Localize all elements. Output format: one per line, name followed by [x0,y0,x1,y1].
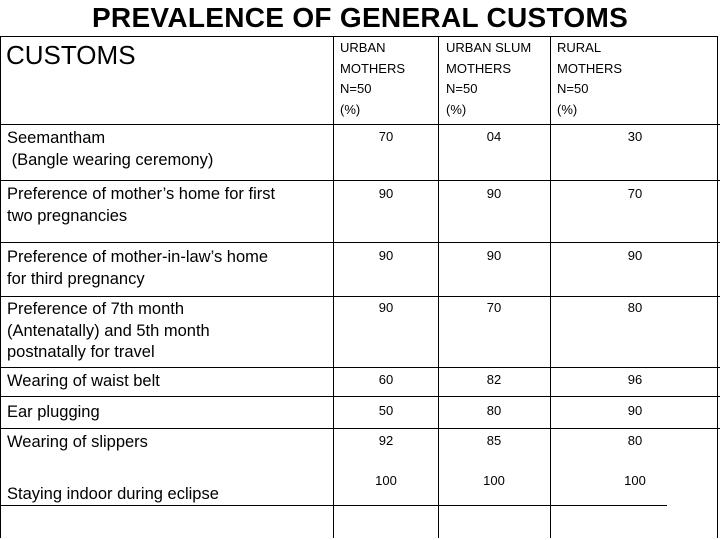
value-rural: 90 [627,403,643,418]
value-rural: 90 [627,248,643,263]
value-rural: 80 [627,433,643,448]
value-urban-slum: 85 [486,433,502,448]
value-urban-slum: 80 [486,403,502,418]
value-urban: 90 [378,300,394,315]
row-divider [0,367,720,368]
row-label-ear-plugging: Ear plugging [7,403,100,421]
value-urban-slum: 04 [486,129,502,144]
row-label-mothers-home: Preference of mother’s home for first two pregnancies [7,185,276,225]
column-header-urban-slum [446,38,531,120]
value-urban: 70 [378,129,394,144]
value-urban: 60 [378,372,394,387]
value-rural: 100 [624,473,646,488]
value-rural: 96 [627,372,643,387]
row-divider [0,242,720,243]
header-line: MOTHERS [446,60,511,76]
column-divider [333,36,334,538]
row-label-eclipse: Staying indoor during eclipse [7,485,219,503]
column-header-urban [340,38,405,120]
value-urban: 92 [378,433,394,448]
page-title: PREVALENCE OF GENERAL CUSTOMS [91,2,629,33]
value-rural: 70 [627,186,643,201]
column-divider [550,36,551,538]
value-urban: 90 [378,186,394,201]
column-divider [438,36,439,538]
row-divider [0,180,720,181]
row-label-waist-belt: Wearing of waist belt [7,372,160,390]
row-label-seemantham: Seemantham (Bangle wearing ceremony) [7,129,214,169]
value-urban-slum: 70 [486,300,502,315]
header-line: (%) [557,101,578,117]
header-line: MOTHERS [340,60,405,76]
header-line: N=50 [557,81,589,96]
value-urban: 50 [378,403,394,418]
row-divider [0,396,720,397]
header-line: URBAN SLUM [446,40,532,55]
row-label-mother-in-law-home: Preference of mother-in-law’s home for third pregnancy [7,248,269,288]
row-label-slippers: Wearing of slippers [7,433,148,451]
value-urban: 90 [378,248,394,263]
value-urban-slum: 90 [486,248,502,263]
value-urban-slum: 100 [483,473,505,488]
row-divider [0,124,720,125]
value-urban-slum: 90 [486,186,502,201]
customs-column-header: CUSTOMS [6,40,136,70]
header-line: (%) [340,101,361,117]
header-line: MOTHERS [557,60,622,76]
value-urban: 100 [375,473,397,488]
column-header-rural [557,38,622,120]
value-rural: 30 [627,129,643,144]
row-divider [0,296,720,297]
header-line: N=50 [340,81,372,96]
header-line: N=50 [446,81,478,96]
value-rural: 80 [627,300,643,315]
row-divider [0,428,720,429]
value-urban-slum: 82 [486,372,502,387]
header-line: URBAN [340,40,386,55]
header-line: RURAL [557,40,602,55]
row-label-travel: Preference of 7th month (Antenatally) and 5th month postnatally for travel [7,300,210,361]
header-line: (%) [446,101,467,117]
